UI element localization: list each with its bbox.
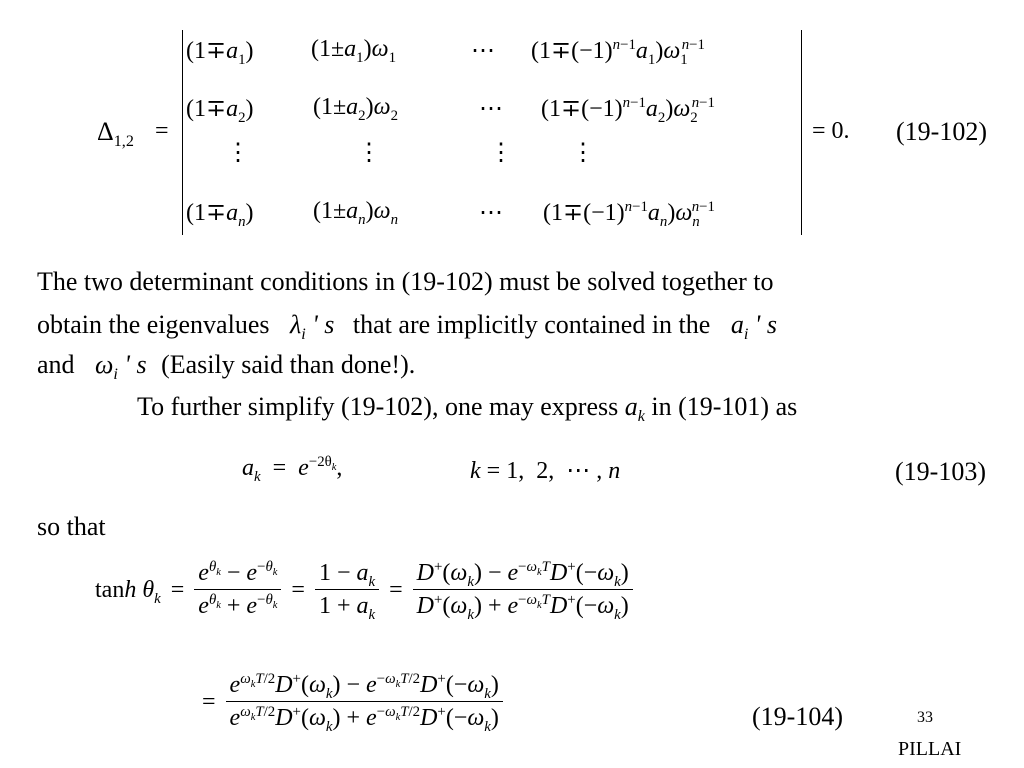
delta-symbol: $\Delta_{1,2}$ <box>97 117 134 151</box>
author-name: PILLAI <box>898 738 962 760</box>
so-that-text: so that <box>37 512 106 541</box>
fraction-d-half: $\frac{e^{\omega_kT/2}D^+(\omega_k) - e^{-\omega_kT/2}D^+(-\omega_k)}{e^{\omega_kT/2}D^+(\omega_k) + e^{-\omega_kT/2}D^+(-\omega_k)}$ <box>226 672 503 732</box>
page-number: 33 <box>917 709 933 726</box>
eq103-range: k = 1, 2, ⋯ , n <box>470 458 621 484</box>
equation-label-19-103: (19-103) <box>895 457 986 486</box>
equation-label-19-104: (19-104) <box>752 702 843 731</box>
paragraph-2: To further simplify (19-102), one may express $a_k$ in (19-101) as <box>137 392 798 426</box>
paragraph-1-line-3: and $\omega_i$ ' s (Easily said than done!). <box>37 350 416 384</box>
eq103-lhs: $a_k = e^{-2\theta_k}$, <box>242 454 343 485</box>
determinant-left-bar <box>182 30 183 235</box>
eq104-line-2: = $\frac{e^{\omega_kT/2}D^+(\omega_k) - e^{-\omega_kT/2}D^+(-\omega_k)}{e^{\omega_kT/2}D^+(\omega_k) + e^{-\omega_kT/2}D^+(-\omega_k)}$ <box>202 672 503 732</box>
fraction-a: $\frac{1 - a_k}{1 + a_k}$ <box>315 560 379 620</box>
equation-label-19-102: (19-102) <box>896 117 987 146</box>
fraction-exp: $\frac{e^{\theta_k} - e^{-\theta_k}}{e^{\theta_k} + e^{-\theta_k}}$ <box>194 560 281 620</box>
paragraph-1-line-2: obtain the eigenvalues $\lambda_i$ ' s that are implicitly contained in the $a_i$ ' s <box>37 310 777 344</box>
equals-zero: = 0. <box>812 118 850 144</box>
eq104-line-1: $\tanh \theta_k$ = $\frac{e^{\theta_k} - e^{-\theta_k}}{e^{\theta_k} + e^{-\theta_k}}$ = $\frac{1 - a_k}{1 + a_k}$ = $\frac{D^+(\omega_k) - e^{-\omega_kT}D^+(-\omega_k)}{D^+(\omega_k) + e^{-\omega_kT}D^+(-\omega_k)}$ <box>95 560 633 620</box>
paragraph-1-line-1: The two determinant conditions in (19-102) must be solved together to <box>37 267 774 296</box>
determinant-right-bar <box>801 30 802 235</box>
fraction-d: $\frac{D^+(\omega_k) - e^{-\omega_kT}D^+(-\omega_k)}{D^+(\omega_k) + e^{-\omega_kT}D^+(-\omega_k)}$ <box>413 560 633 620</box>
equals-sign: = <box>155 118 169 144</box>
